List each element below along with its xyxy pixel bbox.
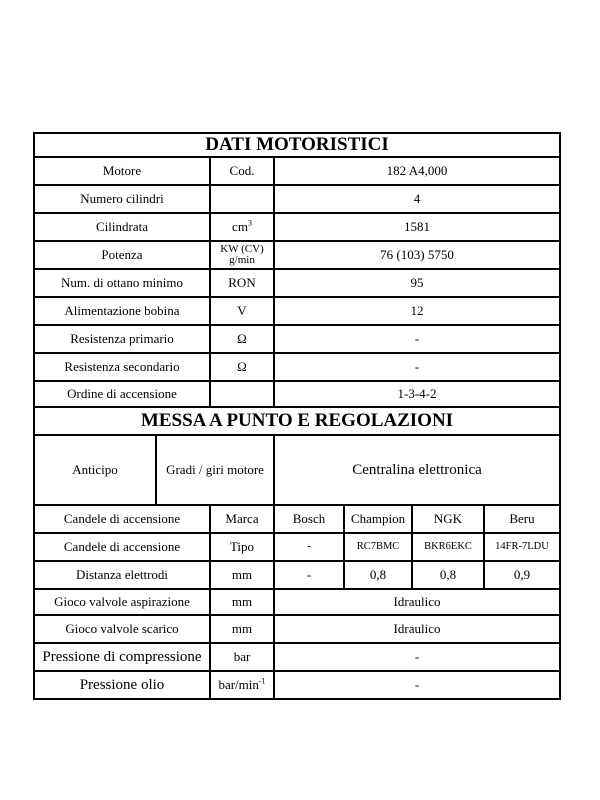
unit-anticipo: Gradi / giri motore	[166, 462, 264, 477]
row-res-secondario	[34, 353, 560, 381]
row-ordine	[34, 381, 560, 407]
value-potenza: 76 (103) 5750	[274, 241, 560, 269]
label-olio: Pressione olio	[34, 671, 210, 699]
unit-cilindrata-base: cm	[232, 219, 248, 234]
label-candele-tipo: Candele di accensione	[34, 533, 210, 561]
label-anticipo: Anticipo	[35, 436, 157, 504]
label-gioco-scar: Gioco valvole scarico	[34, 615, 210, 643]
label-res-primario: Resistenza primario	[34, 325, 210, 353]
row-cilindri	[34, 185, 560, 213]
unit-olio-base: bar/min	[218, 677, 259, 692]
row-potenza	[34, 241, 560, 269]
type-champion: RC7BMC	[344, 533, 412, 561]
label-potenza: Potenza	[34, 241, 210, 269]
row-anticipo	[34, 435, 560, 505]
type-beru: 14FR-7LDU	[484, 533, 560, 561]
row-distanza	[34, 561, 560, 589]
unit-candele-tipo: Tipo	[210, 533, 274, 561]
label-compressione: Pressione di compressione	[34, 643, 210, 671]
section-title-dati: DATI MOTORISTICI	[34, 133, 560, 157]
type-ngk: BKR6EKC	[412, 533, 484, 561]
label-cilindri: Numero cilindri	[34, 185, 210, 213]
unit-candele-marca: Marca	[210, 505, 274, 533]
row-ottano	[34, 269, 560, 297]
value-bobina: 12	[274, 297, 560, 325]
unit-res-secondario: Ω	[210, 353, 274, 381]
unit-potenza	[210, 241, 274, 269]
section-row-messa	[34, 407, 560, 435]
label-candele-marca: Candele di accensione	[34, 505, 210, 533]
unit-bobina: V	[210, 297, 274, 325]
gap-beru: 0,9	[484, 561, 560, 589]
value-ottano: 95	[274, 269, 560, 297]
specs-table	[33, 132, 561, 700]
value-res-secondario: -	[274, 353, 560, 381]
gap-ngk: 0,8	[412, 561, 484, 589]
unit-compressione: bar	[210, 643, 274, 671]
type-bosch: -	[274, 533, 344, 561]
brand-beru: Beru	[484, 505, 560, 533]
value-anticipo: Centralina elettronica	[274, 435, 560, 505]
label-gioco-asp: Gioco valvole aspirazione	[34, 589, 210, 615]
row-bobina	[34, 297, 560, 325]
value-motore: 182 A4,000	[274, 157, 560, 185]
unit-res-primario: Ω	[210, 325, 274, 353]
row-olio	[34, 671, 560, 699]
unit-ottano: RON	[210, 269, 274, 297]
label-res-secondario: Resistenza secondario	[34, 353, 210, 381]
unit-gioco-asp: mm	[210, 589, 274, 615]
label-motore: Motore	[34, 157, 210, 185]
gap-champion: 0,8	[344, 561, 412, 589]
row-gioco-scar	[34, 615, 560, 643]
gap-bosch: -	[274, 561, 344, 589]
section-row-dati	[34, 133, 560, 157]
brand-champion: Champion	[344, 505, 412, 533]
unit-potenza-line2: g/min	[229, 254, 255, 266]
row-compressione	[34, 643, 560, 671]
value-ordine: 1-3-4-2	[274, 381, 560, 407]
unit-cilindrata-sup: 3	[247, 218, 252, 228]
brand-ngk: NGK	[412, 505, 484, 533]
value-olio: -	[274, 671, 560, 699]
section-title-messa: MESSA A PUNTO E REGOLAZIONI	[34, 407, 560, 435]
unit-gioco-scar: mm	[210, 615, 274, 643]
unit-olio-sup: -1	[258, 676, 266, 686]
value-cilindri: 4	[274, 185, 560, 213]
brand-bosch: Bosch	[274, 505, 344, 533]
row-motore	[34, 157, 560, 185]
row-cilindrata	[34, 213, 560, 241]
unit-distanza: mm	[210, 561, 274, 589]
value-res-primario: -	[274, 325, 560, 353]
value-gioco-asp: Idraulico	[274, 589, 560, 615]
anticipo-split-cell	[34, 435, 274, 505]
row-gioco-asp	[34, 589, 560, 615]
value-gioco-scar: Idraulico	[274, 615, 560, 643]
label-distanza: Distanza elettrodi	[34, 561, 210, 589]
unit-olio	[210, 671, 274, 699]
unit-ordine	[210, 381, 274, 407]
label-ordine: Ordine di accensione	[34, 381, 210, 407]
unit-cilindri	[210, 185, 274, 213]
unit-potenza-line1: KW (CV)	[220, 243, 264, 255]
value-cilindrata: 1581	[274, 213, 560, 241]
row-candele-marca	[34, 505, 560, 533]
value-compressione: -	[274, 643, 560, 671]
unit-motore: Cod.	[210, 157, 274, 185]
row-res-primario	[34, 325, 560, 353]
unit-cilindrata	[210, 213, 274, 241]
label-cilindrata: Cilindrata	[34, 213, 210, 241]
label-ottano: Num. di ottano minimo	[34, 269, 210, 297]
row-candele-tipo	[34, 533, 560, 561]
label-bobina: Alimentazione bobina	[34, 297, 210, 325]
